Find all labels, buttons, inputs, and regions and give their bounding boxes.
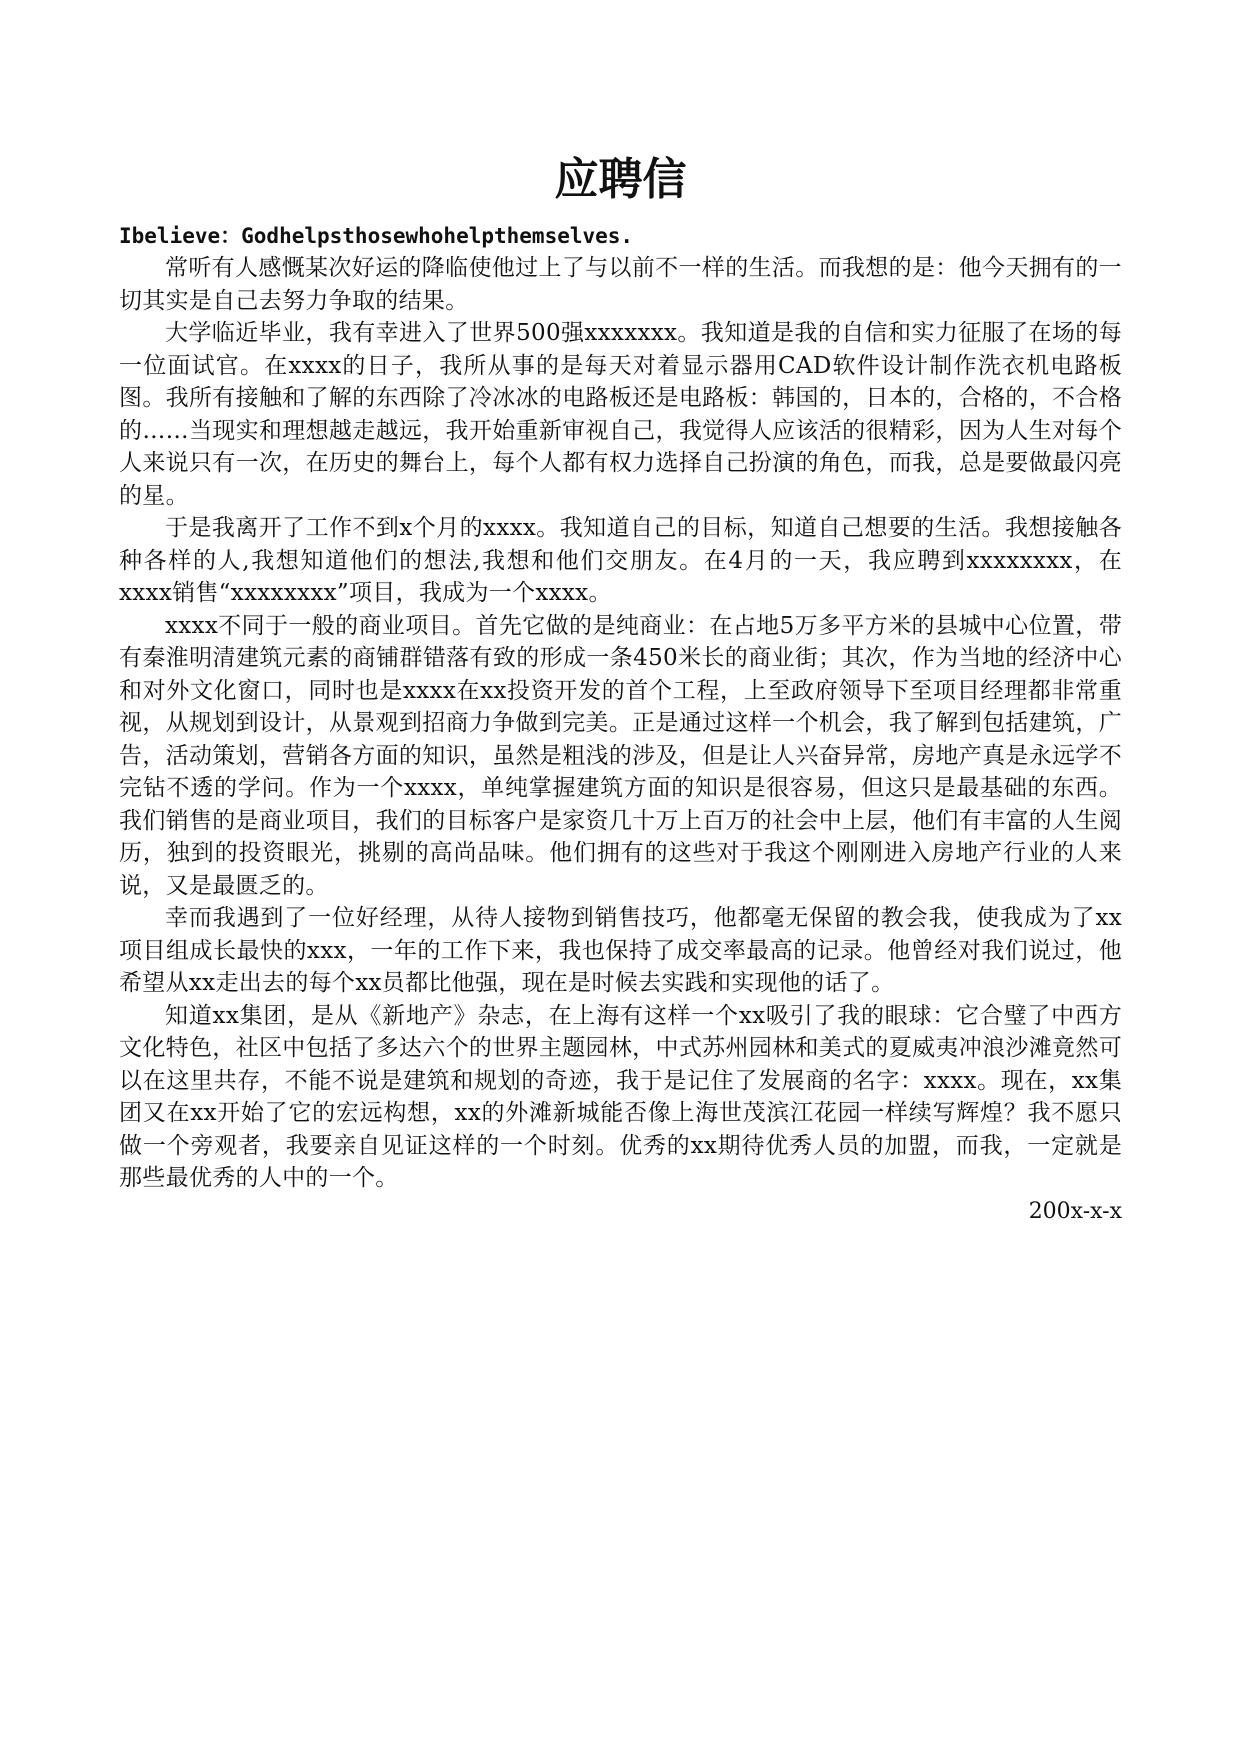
motto-line: Ibelieve：Godhelpsthosewhohelpthemselves. (119, 224, 634, 248)
paragraph-2: 大学临近毕业，我有幸进入了世界500强xxxxxxx。我知道是我的自信和实力征服了在场的每一位面试官。在xxxx的日子，我所从事的是每天对着显示器用CAD软件设计制作洗衣机电路板图。我所有接触和了解的东西除了冷冰冰的电路板还是电路板：韩国的，日本的，合格的，不合格的……当现实和理想越走越远，我开始重新审视自己，我觉得人应该活的很精彩，因为人生对每个人来说只有一次，在历史的舞台上，每个人都有权力选择自己扮演的角色，而我，总是要做最闪亮的星。 (119, 320, 1122, 509)
document-page (119, 150, 1122, 1229)
paragraph-1: 常听有人感慨某次好运的降临使他过上了与以前不一样的生活。而我想的是：他今天拥有的一切其实是自己去努力争取的结果。 (119, 255, 1122, 314)
page-title: 应聘信 (554, 154, 687, 205)
paragraph-3: 于是我离开了工作不到x个月的xxxx。我知道自己的目标，知道自己想要的生活。我想接触各种各样的人,我想知道他们的想法,我想和他们交朋友。在4月的一天，我应聘到xxxxxxxx，在xxxx销售“xxxxxxxx”项目，我成为一个xxxx。 (119, 515, 1122, 606)
letter-date: 200x-x-x (1028, 1198, 1122, 1224)
paragraph-4: xxxx不同于一般的商业项目。首先它做的是纯商业：在占地5万多平方米的县城中心位置，带有秦淮明清建筑元素的商铺群错落有致的形成一条450米长的商业街；其次，作为当地的经济中心和对外文化窗口，同时也是xxxx在xx投资开发的首个工程，上至政府领导下至项目经理都非常重视，从规划到设计，从景观到招商力争做到完美。正是通过这样一个机会，我了解到包括建筑，广告，活动策划，营销各方面的知识，虽然是粗浅的涉及，但是让人兴奋异常，房地产真是永远学不完钻不透的学问。作为一个xxxx，单纯掌握建筑方面的知识是很容易，但这只是最基础的东西。我们销售的是商业项目，我们的目标客户是家资几十万上百万的社会中上层，他们有丰富的人生阅历，独到的投资眼光，挑剔的高尚品味。他们拥有的这些对于我这个刚刚进入房地产行业的人来说，又是最匮乏的。 (119, 612, 1122, 899)
paragraph-5: 幸而我遇到了一位好经理，从待人接物到销售技巧，他都毫无保留的教会我，使我成为了xx项目组成长最快的xxx，一年的工作下来，我也保持了成交率最高的记录。他曾经对我们说过，他希望从xx走出去的每个xx员都比他强，现在是时候去实践和实现他的话了。 (119, 905, 1122, 996)
paragraph-6: 知道xx集团，是从《新地产》杂志，在上海有这样一个xx吸引了我的眼球：它合璧了中西方文化特色，社区中包括了多达六个的世界主题园林，中式苏州园林和美式的夏威夷冲浪沙滩竟然可以在这里共存，不能不说是建筑和规划的奇迹，我于是记住了发展商的名字：xxxx。现在，xx集团又在xx开始了它的宏远构想，xx的外滩新城能否像上海世茂滨江花园一样续写辉煌？我不愿只做一个旁观者，我要亲自见证这样的一个时刻。优秀的xx期待优秀人员的加盟，而我，一定就是那些最优秀的人中的一个。 (119, 1002, 1122, 1191)
